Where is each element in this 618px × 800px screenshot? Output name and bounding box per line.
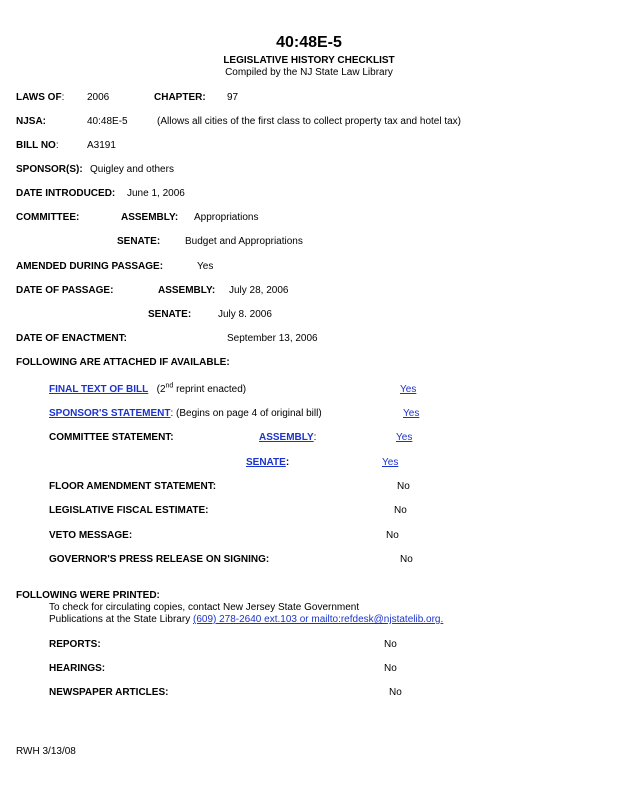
page-title: 40:48E-5	[276, 34, 342, 51]
committee-label: COMMITTEE:	[16, 212, 80, 223]
veto-label: VETO MESSAGE:	[49, 530, 133, 541]
footer-initials-date: RWH 3/13/08	[16, 746, 76, 757]
committee-statement-assembly: ASSEMBLY:	[259, 432, 317, 443]
sponsor-statement-line	[49, 408, 322, 420]
checklist-subtitle: LEGISLATIVE HISTORY CHECKLIST	[223, 55, 395, 66]
state-library-contact-link[interactable]: (609) 278-2640 ext.103 or mailto:refdesk@njstatelib.org.	[192, 614, 444, 625]
sponsor-statement-link[interactable]: SPONSOR'S STATEMENT	[49, 408, 171, 419]
hearings-value: No	[384, 663, 397, 674]
final-text-note: (2nd reprint enacted)	[156, 382, 247, 395]
printed-note-line2: Publications at the State Library (609) 278-2640 ext.103 or mailto:refdesk@njstatelib.org.	[49, 614, 444, 625]
date-introduced-value: June 1, 2006	[127, 188, 185, 199]
committee-assembly-label: ASSEMBLY:	[121, 212, 179, 223]
committee-statement-assembly-link[interactable]: ASSEMBLY	[259, 432, 314, 443]
fiscal-estimate-value: No	[394, 505, 407, 516]
committee-assembly-value: Appropriations	[194, 212, 259, 223]
committee-assembly-yes-link[interactable]: Yes	[396, 432, 413, 443]
press-release-value: No	[400, 554, 413, 565]
date-of-enactment-label: DATE OF ENACTMENT:	[16, 333, 127, 344]
committee-statement-label: COMMITTEE STATEMENT:	[49, 432, 174, 443]
date-of-enactment-value: September 13, 2006	[227, 333, 318, 344]
reports-label: REPORTS:	[49, 639, 101, 650]
hearings-label: HEARINGS:	[49, 663, 106, 674]
reports-value: No	[384, 639, 397, 650]
newspaper-value: No	[389, 687, 402, 698]
sponsor-statement-yes-link[interactable]: Yes	[403, 408, 420, 419]
sponsor-statement-note: : (Begins on page 4 of original bill)	[170, 408, 322, 419]
committee-statement-senate-link[interactable]: SENATE	[246, 457, 286, 468]
press-release-label: GOVERNOR'S PRESS RELEASE ON SIGNING:	[49, 554, 270, 565]
passage-senate-value: July 8. 2006	[218, 309, 272, 320]
final-text-link[interactable]: FINAL TEXT OF BILL	[49, 384, 149, 395]
floor-amendment-value: No	[397, 481, 410, 492]
printed-heading: FOLLOWING WERE PRINTED:	[16, 590, 160, 601]
njsa-description: (Allows all cities of the first class to collect property tax and hotel tax)	[157, 116, 462, 127]
committee-statement-senate: SENATE:	[246, 457, 290, 468]
committee-senate-value: Budget and Appropriations	[185, 236, 303, 247]
committee-senate-label: SENATE:	[117, 236, 161, 247]
amended-value: Yes	[197, 261, 214, 272]
printed-note-line1: To check for circulating copies, contact New Jersey State Government	[49, 602, 360, 613]
attached-heading: FOLLOWING ARE ATTACHED IF AVAILABLE:	[16, 357, 230, 368]
date-introduced-label: DATE INTRODUCED:	[16, 188, 116, 199]
bill-no-value: A3191	[87, 140, 116, 151]
chapter-label: CHAPTER:	[154, 92, 206, 103]
date-of-passage-label: DATE OF PASSAGE:	[16, 285, 114, 296]
committee-senate-yes-link[interactable]: Yes	[382, 457, 399, 468]
final-text-line	[49, 384, 246, 396]
floor-amendment-label: FLOOR AMENDMENT STATEMENT:	[49, 481, 217, 492]
veto-value: No	[386, 530, 399, 541]
njsa-value: 40:48E-5	[87, 116, 128, 127]
amended-label: AMENDED DURING PASSAGE:	[16, 261, 164, 272]
njsa-label: NJSA:	[16, 116, 47, 127]
passage-senate-label: SENATE:	[148, 309, 192, 320]
passage-assembly-value: July 28, 2006	[229, 285, 289, 296]
sponsors-value: Quigley and others	[90, 164, 174, 175]
bill-no-label: BILL NO:	[16, 140, 59, 151]
laws-of-label: LAWS OF:	[16, 92, 65, 103]
laws-of-value: 2006	[87, 92, 110, 103]
chapter-value: 97	[227, 92, 239, 103]
fiscal-estimate-label: LEGISLATIVE FISCAL ESTIMATE:	[49, 505, 209, 516]
newspaper-label: NEWSPAPER ARTICLES:	[49, 687, 169, 698]
passage-assembly-label: ASSEMBLY:	[158, 285, 216, 296]
sponsors-label: SPONSOR(S):	[16, 164, 83, 175]
final-text-yes-link[interactable]: Yes	[400, 384, 417, 395]
compiled-by: Compiled by the NJ State Law Library	[225, 67, 393, 78]
